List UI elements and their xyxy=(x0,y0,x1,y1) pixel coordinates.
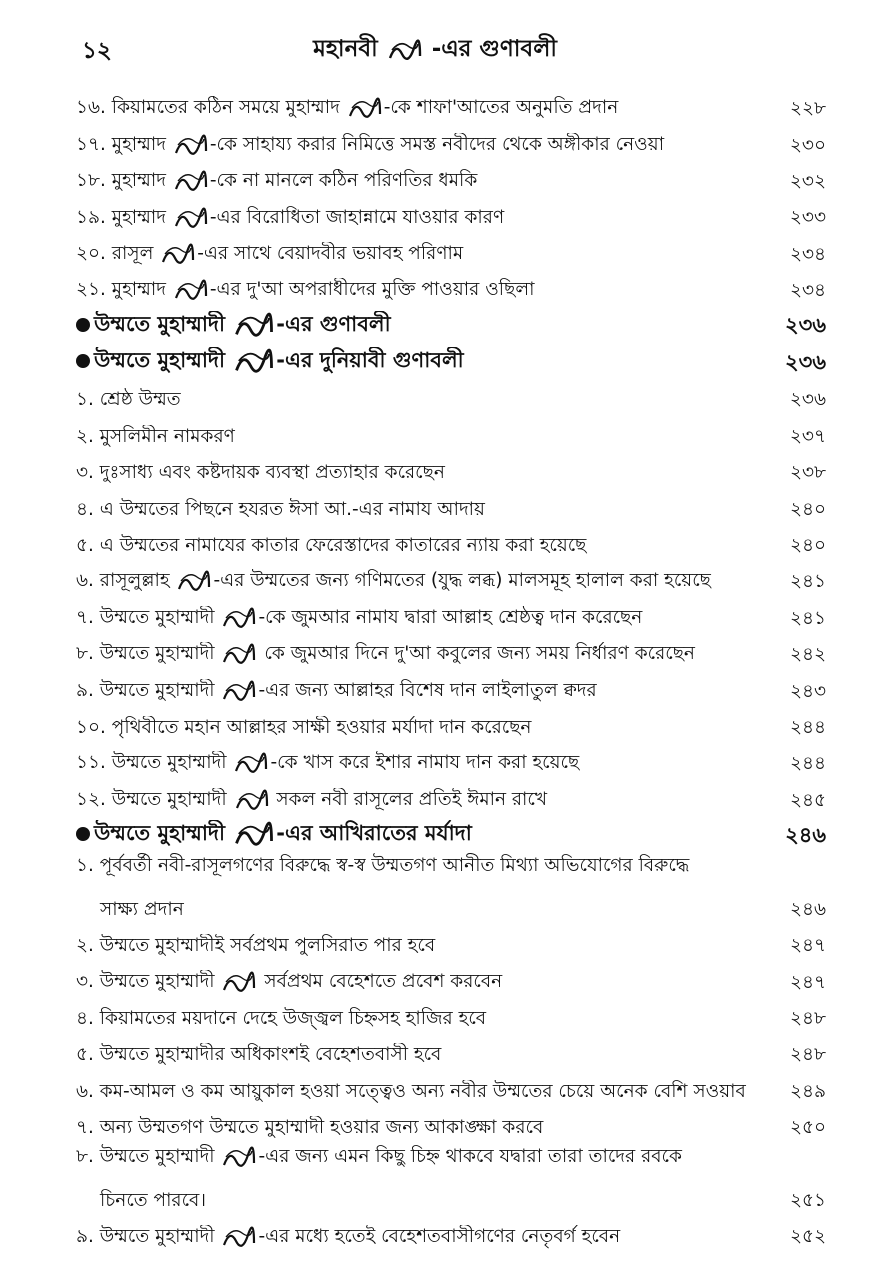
honorific-calligraphy-icon xyxy=(174,133,208,157)
page-title xyxy=(0,30,870,69)
entry-page-number: ২৪৩ xyxy=(789,680,826,702)
toc-entry xyxy=(76,1067,826,1103)
entry-page-number: ২৩৭ xyxy=(789,425,826,447)
entry-page-number: ২৪৪ xyxy=(789,716,826,738)
entry-title xyxy=(76,1080,776,1103)
entry-title xyxy=(76,311,776,339)
entry-title xyxy=(76,242,776,266)
entry-page-number: ২৪৯ xyxy=(789,1080,826,1102)
entry-text-continued: সাক্ষ্য প্রদান xyxy=(100,898,184,920)
entry-text: -এর উম্মতের জন্য গণিমতের (যুদ্ধ লব্ধ) মালসমূহ হালাল করা হয়েছে xyxy=(213,570,711,592)
entry-page-number: ২৪৬ xyxy=(789,898,826,920)
entry-title xyxy=(76,278,776,302)
toc-entry xyxy=(76,1139,826,1212)
entry-page-number: ২৩৮ xyxy=(789,462,826,484)
toc-entry xyxy=(76,521,826,557)
toc-entry xyxy=(76,266,826,302)
entry-title xyxy=(76,1043,776,1066)
entry-text: -কে খাস করে ইশার নামায দান করা হয়েছে xyxy=(270,752,580,774)
toc-entry xyxy=(76,1103,826,1139)
entry-line-2 xyxy=(76,1176,826,1212)
entry-text: উম্মতে মুহাম্মাদী xyxy=(94,311,233,336)
honorific-calligraphy-icon xyxy=(177,569,211,593)
entry-text: -এর আখিরাতের মর্যাদা xyxy=(276,821,472,846)
entry-text: -এর জন্য এমন কিছু চিহ্ন থাকবে যদ্বারা তারা তাদের রবকে xyxy=(258,1146,682,1168)
entry-text: সকল নবী রাসূলের প্রতিই ঈমান রাখে xyxy=(270,788,548,810)
honorific-calligraphy-icon xyxy=(174,206,208,230)
toc-entry xyxy=(76,739,826,775)
entry-text: ১২. উম্মতে মুহাম্মাদী xyxy=(76,788,233,810)
entry-text: কে জুমআর দিনে দু'আ কবুলের জন্য সময় নির্ধারণ করেছেন xyxy=(258,643,695,665)
entry-text: উম্মতে মুহাম্মাদী xyxy=(94,821,233,846)
entry-text: -কে না মানলে কঠিন পরিণতির ধমকি xyxy=(209,170,478,192)
entry-text: ৯. উম্মতে মুহাম্মাদী xyxy=(76,679,221,701)
entry-text: -কে জুমআর নামায দ্বারা আল্লাহ শ্রেষ্ঠত্ব দান করেছেন xyxy=(258,606,643,628)
toc-entry xyxy=(76,666,826,702)
entry-text: সর্বপ্রথম বেহেশতে প্রবেশ করবেন xyxy=(258,970,503,992)
honorific-calligraphy-icon xyxy=(388,38,422,62)
entry-text: -এর জন্য আল্লাহর বিশেষ দান লাইলাতুল ক্বদর xyxy=(258,679,597,701)
honorific-calligraphy-icon xyxy=(222,970,256,994)
entry-text: -কে শাফা'আতের অনুমতি প্রদান xyxy=(383,97,619,119)
entry-title xyxy=(76,934,776,957)
entry-title xyxy=(76,1007,776,1030)
toc-entry xyxy=(76,412,826,448)
page-header xyxy=(0,28,870,78)
toc-entry xyxy=(76,703,826,739)
honorific-calligraphy-icon xyxy=(174,278,208,302)
entry-title xyxy=(76,133,776,157)
entry-page-number: ২৩৪ xyxy=(789,243,826,265)
bullet-icon xyxy=(76,318,90,332)
toc-entry xyxy=(76,120,826,156)
toc-entry xyxy=(76,557,826,593)
honorific-calligraphy-icon xyxy=(222,1225,256,1249)
entry-text: ৬. রাসূলুল্লাহ xyxy=(76,570,176,592)
entry-line-1 xyxy=(76,848,826,884)
honorific-calligraphy-icon xyxy=(222,1145,256,1169)
honorific-calligraphy-icon xyxy=(234,347,274,375)
entry-page-number: ২৩৬ xyxy=(789,389,826,411)
toc-entry xyxy=(76,157,826,193)
toc-section-heading xyxy=(76,812,826,848)
entry-text: ৫. এ উম্মতের নামাযের কাতার ফেরেস্তাদের কাতারের ন্যায় করা হয়েছে xyxy=(76,534,587,556)
entry-page-number: ২৪৫ xyxy=(789,789,826,811)
entry-page-number: ২৪১ xyxy=(789,607,826,629)
bullet-icon xyxy=(76,354,90,368)
entry-text: ৬. কম-আমল ও কম আয়ুকাল হওয়া সত্ত্বেও অন্য নবীর উম্মতের চেয়ে অনেক বেশি সওয়াব xyxy=(76,1080,746,1102)
entry-text: -কে সাহায্য করার নিমিত্তে সমস্ত নবীদের থেকে অঙ্গীকার নেওয়া xyxy=(209,133,665,155)
entry-text: ৮. উম্মতে মুহাম্মাদী xyxy=(76,643,221,665)
entry-text: ৫. উম্মতে মুহাম্মাদীর অধিকাংশই বেহেশতবাসী হবে xyxy=(76,1044,442,1066)
entry-text: ১৯. মুহাম্মাদ xyxy=(76,206,172,228)
entry-text: ৩. উম্মতে মুহাম্মাদী xyxy=(76,970,221,992)
entry-text: ৩. দুঃসাধ্য এবং কষ্টদায়ক ব্যবস্থা প্রত্যাহার করেছেন xyxy=(76,462,445,484)
toc-entry xyxy=(76,1212,826,1248)
entry-text: ১১. উম্মতে মুহাম্মাদী xyxy=(76,752,233,774)
toc-entry xyxy=(76,848,826,921)
entry-title xyxy=(76,425,776,448)
entry-title xyxy=(76,388,776,411)
entry-line-2 xyxy=(76,885,826,921)
entry-title xyxy=(76,534,776,557)
entry-page-number: ২৩২ xyxy=(789,171,826,193)
entry-page-number: ২৫০ xyxy=(789,1117,826,1139)
entry-page-number: ২৪৮ xyxy=(789,1044,826,1066)
entry-page-number: ২৪২ xyxy=(789,644,826,666)
entry-title xyxy=(76,679,776,703)
toc-entry xyxy=(76,230,826,266)
toc-entry xyxy=(76,593,826,629)
entry-title xyxy=(76,569,776,593)
entry-title xyxy=(76,606,776,630)
entry-page-number: ২৪৭ xyxy=(789,935,826,957)
entry-title xyxy=(76,169,776,193)
entry-page-number: ২৪০ xyxy=(789,534,826,556)
entry-page-number: ২৩৬ xyxy=(785,349,826,374)
toc-entry xyxy=(76,775,826,811)
entry-text: ২. মুসলিমীন নামকরণ xyxy=(76,425,235,447)
honorific-calligraphy-icon xyxy=(222,642,256,666)
entry-text: -এর দু'আ অপরাধীদের মুক্তি পাওয়ার ওছিলা xyxy=(209,279,535,301)
entry-page-number: ২৪৪ xyxy=(789,753,826,775)
entry-page-number: ২৩৩ xyxy=(789,207,826,229)
entry-title xyxy=(76,461,776,484)
toc-section-heading xyxy=(76,339,826,375)
toc-entry xyxy=(76,1030,826,1066)
entry-title xyxy=(76,788,776,812)
entry-text: ১. পূর্ববর্তী নবী-রাসূলগণের বিরুদ্ধে স্ব-স্ব উম্মতগণ আনীত মিথ্যা অভিযোগের বিরুদ্ধে xyxy=(76,855,690,877)
entry-text: ২১. মুহাম্মাদ xyxy=(76,279,172,301)
entry-text: ২. উম্মতে মুহাম্মাদীই সর্বপ্রথম পুলসিরাত পার হবে xyxy=(76,935,436,957)
entry-title xyxy=(76,96,776,120)
entry-text: ৭. উম্মতে মুহাম্মাদী xyxy=(76,606,221,628)
toc-entry xyxy=(76,921,826,957)
entry-text: ৯. উম্মতে মুহাম্মাদী xyxy=(76,1225,221,1247)
honorific-calligraphy-icon xyxy=(174,169,208,193)
entry-title xyxy=(76,970,776,994)
honorific-calligraphy-icon xyxy=(235,788,269,812)
entry-page-number: ২৪১ xyxy=(789,571,826,593)
entry-title xyxy=(76,206,776,230)
table-of-contents xyxy=(76,84,826,1249)
page-number: ১২ xyxy=(82,38,112,64)
toc-entry xyxy=(76,630,826,666)
entry-text: ৪. এ উম্মতের পিছনে হযরত ঈসা আ.-এর নামায আদায় xyxy=(76,498,485,520)
entry-text: ১৬. কিয়ামতের কঠিন সময়ে মুহাম্মাদ xyxy=(76,97,346,119)
honorific-calligraphy-icon xyxy=(222,606,256,630)
honorific-calligraphy-icon xyxy=(234,820,274,848)
entry-text: ৮. উম্মতে মুহাম্মাদী xyxy=(76,1146,221,1168)
toc-entry xyxy=(76,375,826,411)
toc-entry xyxy=(76,484,826,520)
entry-text: ৭. অন্য উম্মতগণ উম্মতে মুহাম্মাদী হওয়ার জন্য আকাঙ্ক্ষা করবে xyxy=(76,1117,544,1139)
entry-line-1 xyxy=(76,1139,826,1175)
entry-text: ১৮. মুহাম্মাদ xyxy=(76,170,172,192)
entry-text: ১৭. মুহাম্মাদ xyxy=(76,133,172,155)
entry-title xyxy=(76,820,776,848)
entry-page-number: ২৩৬ xyxy=(785,313,826,338)
toc-entry xyxy=(76,994,826,1030)
bullet-icon xyxy=(76,827,90,841)
entry-title xyxy=(76,498,776,521)
toc-entry xyxy=(76,957,826,993)
entry-text: ২০. রাসূল xyxy=(76,242,160,264)
entry-page-number: ২৩০ xyxy=(789,134,826,156)
entry-text: ১০. পৃথিবীতে মহান আল্লাহর সাক্ষী হওয়ার মর্যাদা দান করেছেন xyxy=(76,716,532,738)
entry-page-number: ২৪০ xyxy=(789,498,826,520)
entry-title xyxy=(76,1116,776,1139)
entry-text: ১. শ্রেষ্ঠ উম্মত xyxy=(76,389,181,411)
page-title-after: -এর গুণাবলী xyxy=(431,36,557,62)
toc-section-heading xyxy=(76,302,826,338)
honorific-calligraphy-icon xyxy=(161,242,195,266)
entry-text: -এর মধ্যে হতেই বেহেশতবাসীগণের নেতৃবর্গ হবেন xyxy=(258,1225,621,1247)
entry-title xyxy=(76,1225,776,1249)
entry-text: -এর দুনিয়াবী গুণাবলী xyxy=(276,348,464,373)
entry-page-number: ২৩৪ xyxy=(789,280,826,302)
toc-entry xyxy=(76,448,826,484)
entry-title xyxy=(76,751,776,775)
honorific-calligraphy-icon xyxy=(222,679,256,703)
entry-page-number: ২২৮ xyxy=(789,98,826,120)
entry-title xyxy=(76,347,776,375)
toc-entry xyxy=(76,84,826,120)
page-title-before: মহানবী xyxy=(313,36,378,62)
entry-text: ৪. কিয়ামতের ময়দানে দেহে উজ্জ্বল চিহ্নসহ হাজির হবে xyxy=(76,1008,487,1030)
toc-entry xyxy=(76,193,826,229)
entry-text: -এর বিরোধিতা জাহান্নামে যাওয়ার কারণ xyxy=(209,206,505,228)
entry-page-number: ২৪৬ xyxy=(785,822,826,847)
entry-text: উম্মতে মুহাম্মাদী xyxy=(94,348,233,373)
entry-page-number: ২৫১ xyxy=(789,1189,826,1211)
entry-text: -এর গুণাবলী xyxy=(276,311,391,336)
entry-title xyxy=(76,716,776,739)
entry-text: -এর সাথে বেয়াদবীর ভয়াবহ পরিণাম xyxy=(197,242,464,264)
entry-title xyxy=(76,642,776,666)
honorific-calligraphy-icon xyxy=(234,751,268,775)
honorific-calligraphy-icon xyxy=(348,96,382,120)
honorific-calligraphy-icon xyxy=(234,311,274,339)
entry-page-number: ২৪৮ xyxy=(789,1008,826,1030)
entry-page-number: ২৪৭ xyxy=(789,971,826,993)
entry-text-continued: চিনতে পারবে। xyxy=(100,1189,206,1211)
entry-page-number: ২৫২ xyxy=(789,1226,826,1248)
